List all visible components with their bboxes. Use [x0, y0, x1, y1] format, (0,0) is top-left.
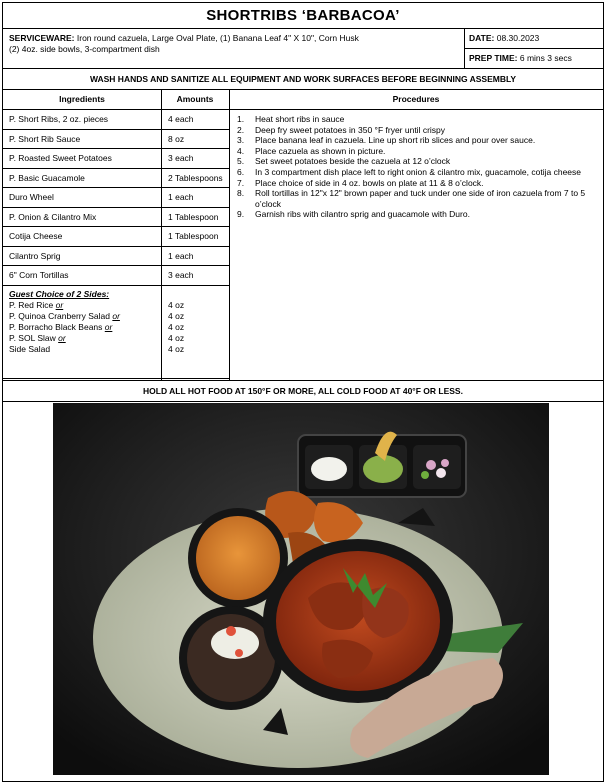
ingredient-name: Duro Wheel: [3, 188, 161, 208]
recipe-table: [3, 90, 603, 381]
ingredient-name: P. Short Rib Sauce: [3, 130, 161, 150]
ingredient-amount: 1 each: [161, 247, 229, 267]
prep-time-field: PREP TIME: 6 mins 3 secs: [469, 53, 572, 63]
ingredient-amount: 1 each: [161, 188, 229, 208]
sides-amounts: [161, 286, 229, 379]
date-value: 08.30.2023: [496, 33, 540, 43]
meta-cell: [465, 29, 603, 68]
procedure-step: 7. Place choice of side in 4 oz. bowls on plate at 11 & 8 o’clock.: [237, 177, 484, 188]
side-amount: 4 oz: [168, 332, 185, 343]
ingredient-amount: 4 each: [161, 110, 229, 130]
procedure-step: 9. Garnish ribs with cilantro sprig and guacamole with Duro.: [237, 209, 470, 220]
ingredients-header: Ingredients: [3, 90, 161, 110]
side-item: P. Red Rice or: [9, 299, 64, 310]
date-field: DATE: 08.30.2023: [465, 29, 603, 49]
three-compartment-dish: [298, 432, 466, 497]
procedures-column: [229, 90, 603, 380]
procedure-step: 8. Roll tortillas in 12"x 12" brown paper and tuck under one side of iron cazuela from 7 to 5 o’clock: [237, 188, 586, 209]
ingredient-amount: 2 Tablespoons: [161, 169, 229, 189]
serviceware-cell: [3, 29, 465, 68]
side-amount: 4 oz: [168, 321, 185, 332]
ingredient-amount: 3 each: [161, 149, 229, 169]
ingredient-name: Cotija Cheese: [3, 227, 161, 247]
red-rice: [196, 516, 280, 600]
ingredient-name: P. Short Ribs, 2 oz. pieces: [3, 110, 161, 130]
ingredient-name: 6" Corn Tortillas: [3, 266, 161, 286]
sides-list: [3, 286, 161, 379]
prep-time-value: 6 mins 3 secs: [519, 53, 572, 63]
side-amount: 4 oz: [168, 343, 185, 354]
procedure-step: 1. Heat short ribs in sauce: [237, 114, 345, 124]
ingredient-amount: 3 each: [161, 266, 229, 286]
procedure-list: [229, 114, 603, 220]
hold-notice: HOLD ALL HOT FOOD AT 150°F OR MORE, ALL COLD FOOD AT 40°F OR LESS.: [3, 381, 603, 402]
procedures-header: Procedures: [229, 90, 603, 110]
side-amount: 4 oz: [168, 310, 185, 321]
sides-title: Guest Choice of 2 Sides:: [9, 288, 110, 299]
serviceware-line1: Iron round cazuela, Large Oval Plate, (1) Banana Leaf 4" X 10", Corn Husk: [76, 33, 359, 43]
side-item: P. Borracho Black Beans or: [9, 321, 113, 332]
procedure-step: 2. Deep fry sweet potatoes in 350 °F fryer until crispy: [237, 124, 446, 135]
wash-notice: WASH HANDS AND SANITIZE ALL EQUIPMENT AND WORK SURFACES BEFORE BEGINNING ASSEMBLY: [3, 69, 603, 90]
side-amount: 4 oz: [168, 299, 185, 310]
amounts-column: [161, 90, 230, 380]
side-item: Side Salad: [9, 343, 51, 354]
ingredient-amount: 1 Tablespoon: [161, 208, 229, 228]
header-info-row: [3, 29, 603, 69]
side-item: P. Quinoa Cranberry Salad or: [9, 310, 120, 321]
recipe-title: SHORTRIBS ‘BARBACOA’: [3, 3, 603, 29]
ingredients-column: [3, 90, 162, 380]
dish-illustration: [53, 403, 549, 775]
amounts-header: Amounts: [161, 90, 229, 110]
serviceware-line2: (2) 4oz. side bowls, 3-compartment dish: [9, 44, 160, 54]
ingredient-name: P. Basic Guacamole: [3, 169, 161, 189]
procedure-step: 5. Set sweet potatoes beside the cazuela at 12 o’clock: [237, 156, 451, 167]
ingredient-amount: 1 Tablespoon: [161, 227, 229, 247]
plated-dish-photo: [53, 403, 549, 775]
ingredient-name: P. Roasted Sweet Potatoes: [3, 149, 161, 169]
side-item: P. SOL Slaw or: [9, 332, 66, 343]
procedure-step: 3. Place banana leaf in cazuela. Line up short rib slices and pour over sauce.: [237, 135, 536, 146]
procedure-step: 4. Place cazuela as shown in picture.: [237, 145, 386, 156]
ingredient-amount: 8 oz: [161, 130, 229, 150]
ingredient-name: P. Onion & Cilantro Mix: [3, 208, 161, 228]
serviceware-label: SERVICEWARE:: [9, 33, 75, 43]
ingredient-name: Cilantro Sprig: [3, 247, 161, 267]
procedure-step: 6. In 3 compartment dish place left to right onion & cilantro mix, guacamole, cotija cheese: [237, 166, 582, 177]
